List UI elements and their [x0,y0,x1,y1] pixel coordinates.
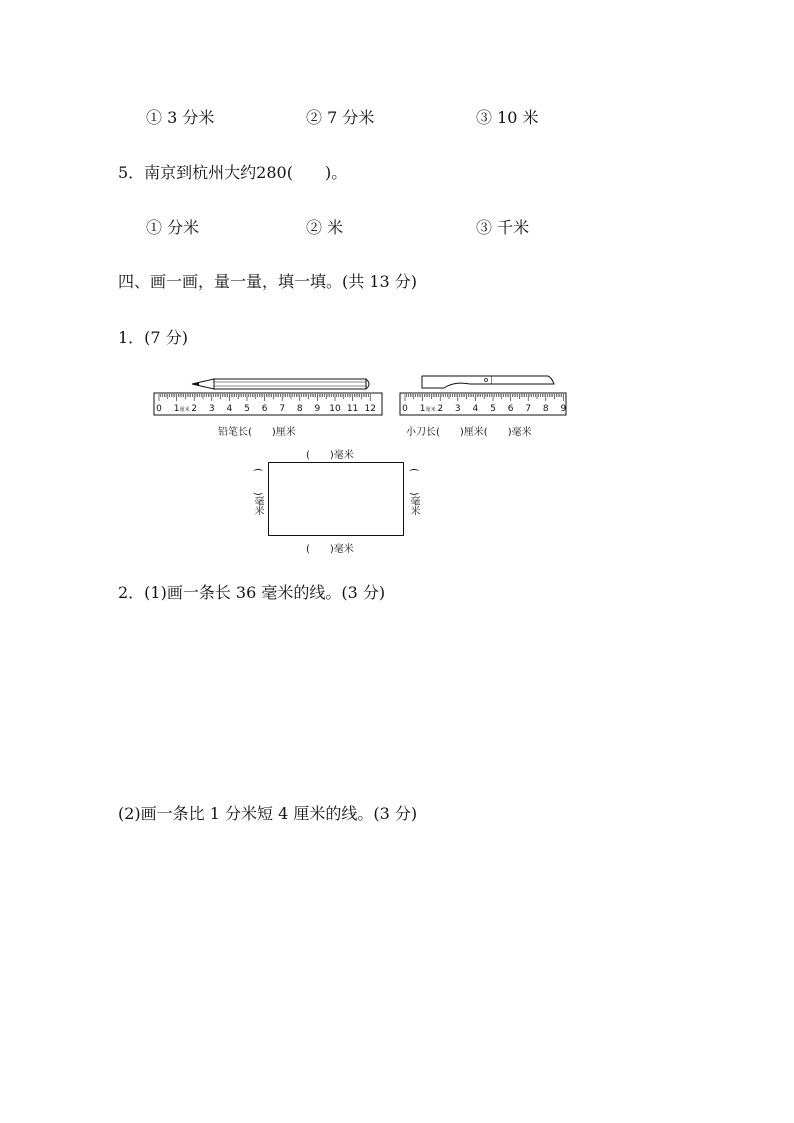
ruler-label: 9 [560,404,567,414]
q4-option-1: ① 3 分米 [146,108,215,127]
pencil-ruler-figure [150,370,386,430]
ruler-label: 11 [346,404,359,414]
ruler-label: 10 [329,404,341,414]
q4-option-3: ③ 10 米 [476,108,539,127]
knife-ruler-figure [396,370,572,430]
q2-part2: (2)画一条比 1 分米短 4 厘米的线。(3 分) [118,804,418,823]
ruler-label: 0 [156,404,162,414]
q4-option-2: ② 7 分米 [306,108,375,127]
q5-option-1: ① 分米 [146,218,200,237]
rect-top-label: ( )毫米 [306,450,354,461]
ruler-label: 1 [173,404,180,414]
ruler-label: 2 [191,404,198,414]
ruler-label: 4 [226,404,233,414]
q2-part1: 2．(1)画一条长 36 毫米的线。(3 分) [118,583,386,602]
rect-bottom-label: ( )毫米 [306,544,354,555]
knife-icon [422,376,554,388]
q5-option-3: ③ 千米 [476,218,530,237]
ruler-label: 7 [279,404,286,414]
ruler-unit-label: 厘米 [425,407,436,413]
q5-option-2: ② 米 [306,218,344,237]
ruler-unit-label: 厘米 [179,407,190,413]
ruler-label: 9 [314,404,321,414]
measure-rectangle [268,462,404,536]
ruler-label: 3 [454,404,461,414]
pencil-icon [192,379,369,389]
rect-left-label: ( )毫米 [252,468,263,516]
ruler-label: 8 [542,404,549,414]
ruler-label: 7 [525,404,532,414]
pencil-caption: 铅笔长( )厘米 [218,427,296,438]
ruler-label: 5 [244,404,250,414]
rect-right-label: ( )毫米 [408,468,419,516]
ruler-label: 0 [402,404,408,414]
ruler-label: 12 [364,404,376,414]
q5-text: 5．南京到杭州大约280( )。 [118,163,348,182]
ruler-label: 6 [261,404,268,414]
ruler-label: 4 [472,404,479,414]
knife-caption: 小刀长( )厘米( )毫米 [406,427,532,438]
ruler-label: 1 [419,404,426,414]
ruler-label: 5 [490,404,496,414]
section4-title: 四、画一画，量一量，填一填。(共 13 分) [118,272,418,291]
ruler-label: 8 [296,404,303,414]
ruler-label: 6 [507,404,514,414]
ruler-label: 3 [208,404,215,414]
ruler-label: 2 [437,404,444,414]
q1-title: 1．(7 分) [118,328,188,347]
